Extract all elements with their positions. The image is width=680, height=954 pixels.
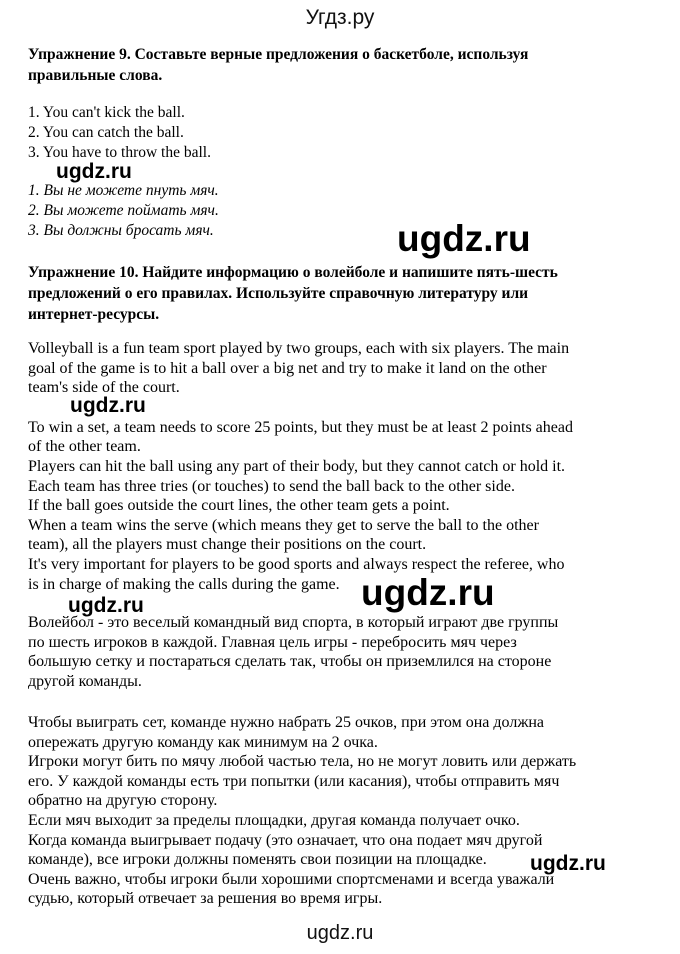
exercise-10-title <box>28 262 628 325</box>
text-line: судью, который отвечает за решения во время игры. <box>28 890 383 908</box>
text-line: If the ball goes outside the court lines, the other team gets a point. <box>28 497 450 515</box>
text-line: Volleyball is a fun team sport played by two groups, each with six players. The main <box>28 340 570 357</box>
text-line: Each team has three tries (or touches) to send the ball back to the other side. <box>28 477 515 495</box>
list-item: 2. Вы можете поймать мяч. <box>28 202 219 219</box>
text-line: goal of the game is to hit a ball over a big net and try to make it land on the other <box>28 359 547 377</box>
title-line: интернет-ресурсы. <box>28 306 160 323</box>
exercise-10-russian-text-a <box>28 613 628 691</box>
text-line: Players can hit the ball using any part of their body, but they cannot catch or hold it. <box>28 457 566 475</box>
title-line: Упражнение 10. Найдите информацию о волейболе и напишите пять-шесть <box>28 264 558 281</box>
text-line: team), all the players must change their positions on the court. <box>28 536 427 554</box>
watermark: ugdz.ru <box>56 160 132 183</box>
text-line: Волейбол - это веселый командный вид спорта, в который играют две группы <box>28 614 559 631</box>
text-line: другой команды. <box>28 672 142 690</box>
exercise-10-russian-text-b <box>28 713 628 909</box>
text-line: опережать другую команду как минимум на 2 очка. <box>28 733 378 751</box>
list-item: 3. Вы должны бросать мяч. <box>28 222 214 239</box>
title-line: предложений о его правилах. Используйте справочную литературу или <box>28 285 529 302</box>
watermark: ugdz.ru <box>68 594 144 617</box>
exercise-9-english-list <box>28 103 628 163</box>
exercise-9-russian-list <box>28 181 628 241</box>
text-line: команде), все игроки должны поменять свои позиции на площадке. <box>28 851 487 869</box>
title-line: Упражнение 9. Составьте верные предложения о баскетболе, используя <box>28 46 529 63</box>
text-line: Чтобы выиграть сет, команде нужно набрать 25 очков, при этом она должна <box>28 714 545 731</box>
text-line: is in charge of making the calls during the game. <box>28 575 340 593</box>
list-item: 3. You have to throw the ball. <box>28 144 211 161</box>
exercise-9-title <box>28 44 628 86</box>
exercise-10-english-text <box>28 339 628 594</box>
text-line: его. У каждой команды есть три попытки (или касания), чтобы отправить мяч <box>28 772 560 790</box>
watermark: ugdz.ru <box>70 394 146 417</box>
watermark: ugdz.ru <box>397 218 531 259</box>
text-line: Очень важно, чтобы игроки были хорошими спортсменами и всегда уважали <box>28 870 555 888</box>
list-item: 2. You can catch the ball. <box>28 124 184 141</box>
text-line: of the other team. <box>28 438 141 456</box>
title-line: правильные слова. <box>28 67 163 84</box>
text-line: Если мяч выходит за пределы площадки, другая команда получает очко. <box>28 811 520 829</box>
site-footer: ugdz.ru <box>306 922 374 944</box>
text-line: To win a set, a team needs to score 25 points, but they must be at least 2 points ahead <box>28 418 573 436</box>
text-line: по шесть игроков в каждой. Главная цель игры - перебросить мяч через <box>28 633 517 651</box>
text-line: Игроки могут бить по мячу любой частью тела, но не могут ловить или держать <box>28 753 577 771</box>
watermark: ugdz.ru <box>361 572 495 613</box>
list-item: 1. Вы не можете пнуть мяч. <box>28 182 219 199</box>
site-header: Угдз.ру <box>305 6 375 29</box>
text-line: team's side of the court. <box>28 379 180 397</box>
text-line: It's very important for players to be good sports and always respect the referee, who <box>28 555 565 573</box>
text-line: When a team wins the serve (which means they get to serve the ball to the other <box>28 516 539 534</box>
text-line: обратно на другую сторону. <box>28 792 218 810</box>
watermark: ugdz.ru <box>530 852 606 875</box>
text-line: Когда команда выигрывает подачу (это означает, что она подает мяч другой <box>28 831 543 849</box>
text-line: большую сетку и постараться сделать так, чтобы он приземлился на стороне <box>28 653 552 671</box>
list-item: 1. You can't kick the ball. <box>28 104 185 121</box>
